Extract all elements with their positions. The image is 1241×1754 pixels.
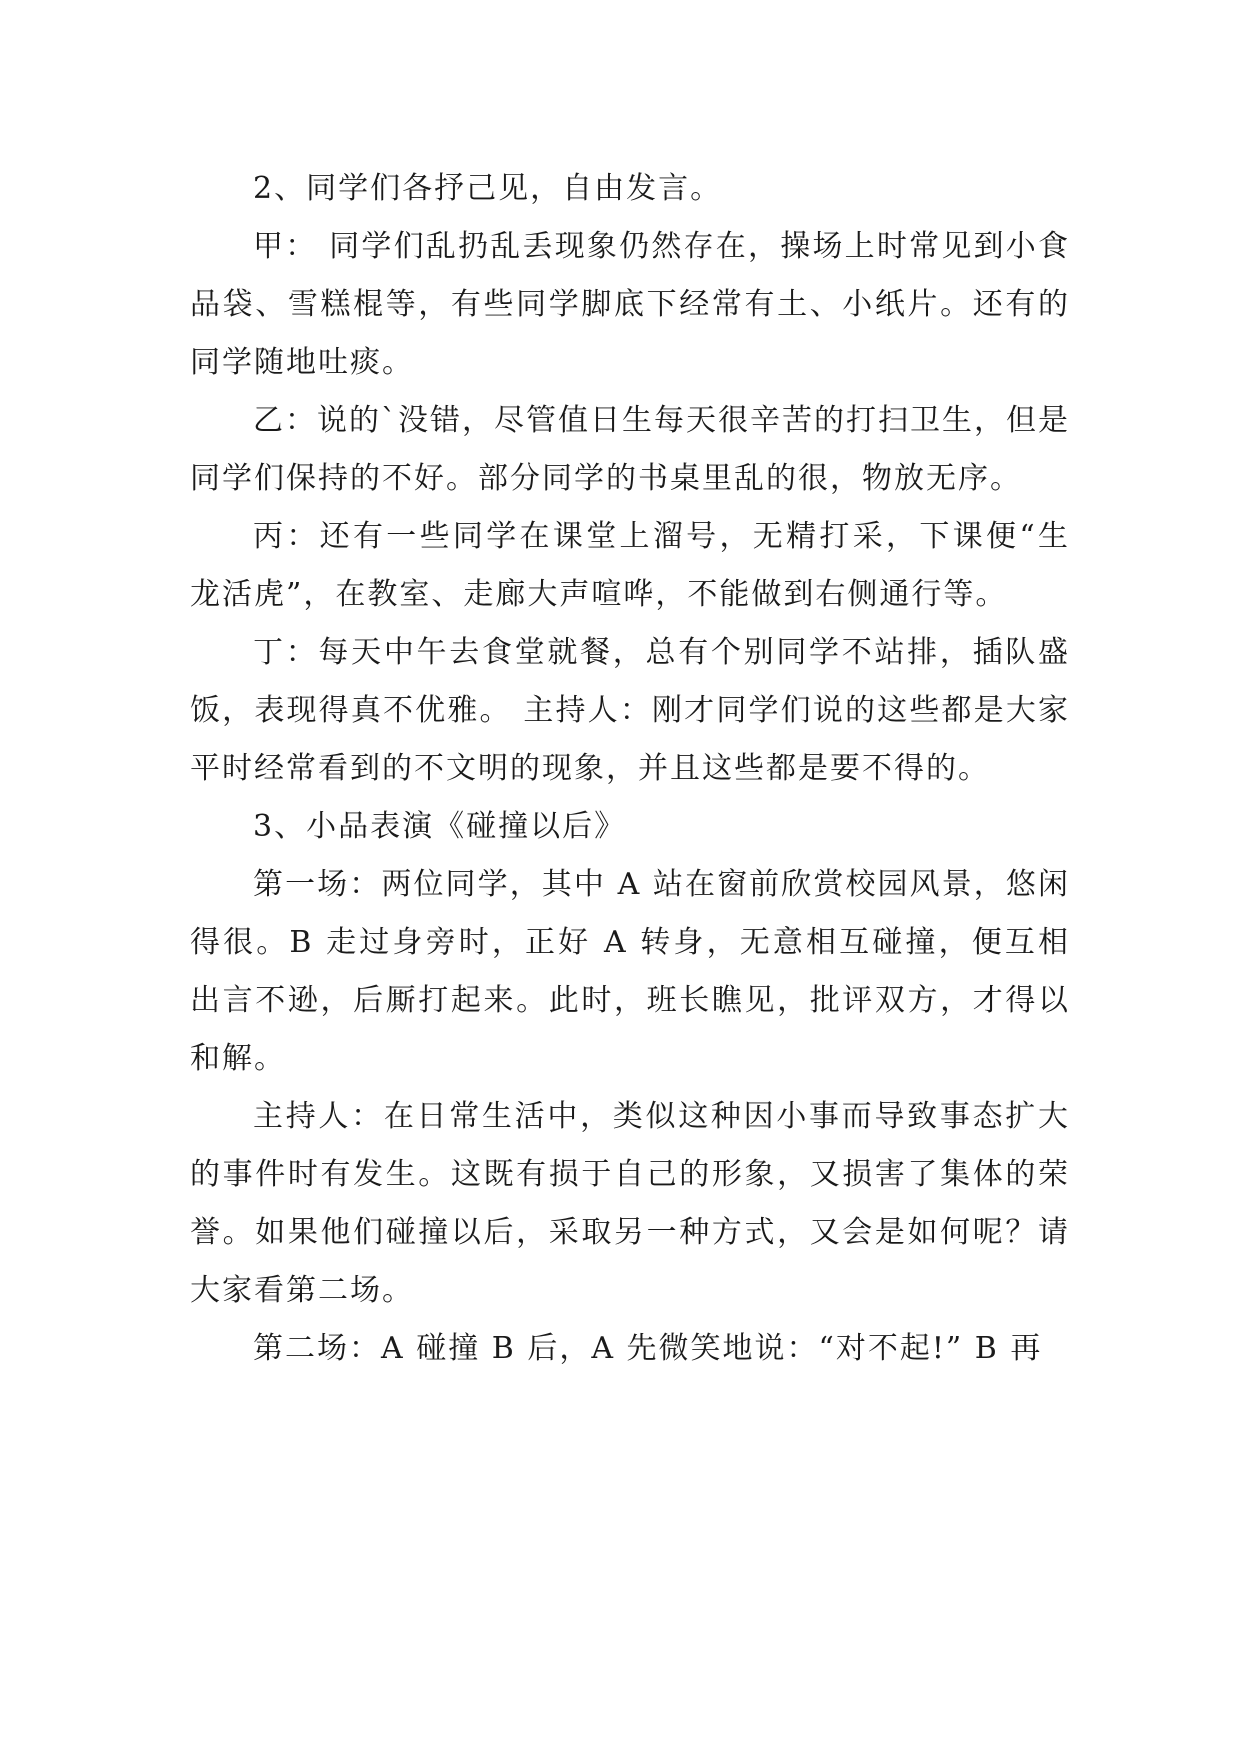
paragraph-host-commentary: 主持人：在日常生活中，类似这种因小事而导致事态扩大的事件时有发生。这既有损于自己的形象，又损害了集体的荣誉。如果他们碰撞以后，采取另一种方式，又会是如何呢？请大家看第二场。 xyxy=(190,1099,1070,1308)
paragraph-student-jia: 甲： 同学们乱扔乱丢现象仍然存在，操场上时常见到小食品袋、雪糕棍等，有些同学脚底下经常有土、小纸片。还有的同学随地吐痰。 xyxy=(190,229,1070,380)
paragraph-scene-two: 第二场：A 碰撞 B 后，A 先微笑地说：“对不起!” B 再 xyxy=(253,1331,1043,1366)
paragraph-student-bing: 丙：还有一些同学在课堂上溜号，无精打采，下课便“生龙活虎”，在教室、走廊大声喧哗，不能做到右侧通行等。 xyxy=(190,519,1070,612)
paragraph-student-yi: 乙：说的`没错，尽管值日生每天很辛苦的打扫卫生，但是同学们保持的不好。部分同学的书桌里乱的很，物放无序。 xyxy=(190,403,1070,496)
paragraph-skit-heading: 3、小品表演《碰撞以后》 xyxy=(253,809,627,844)
paragraph-free-speech-heading: 2、同学们各抒己见，自由发言。 xyxy=(253,171,723,206)
paragraph-student-ding-and-host: 丁：每天中午去食堂就餐，总有个别同学不站排，插队盛饭，表现得真不优雅。 主持人：刚才同学们说的这些都是大家平时经常看到的不文明的现象，并且这些都是要不得的。 xyxy=(190,635,1070,786)
paragraph-scene-one: 第一场：两位同学，其中 A 站在窗前欣赏校园风景，悠闲得很。B 走过身旁时，正好 A 转身，无意相互碰撞，便互相出言不逊，后厮打起来。此时，班长瞧见，批评双方，才得以和解。 xyxy=(190,867,1070,1076)
document-body xyxy=(190,160,1070,1378)
